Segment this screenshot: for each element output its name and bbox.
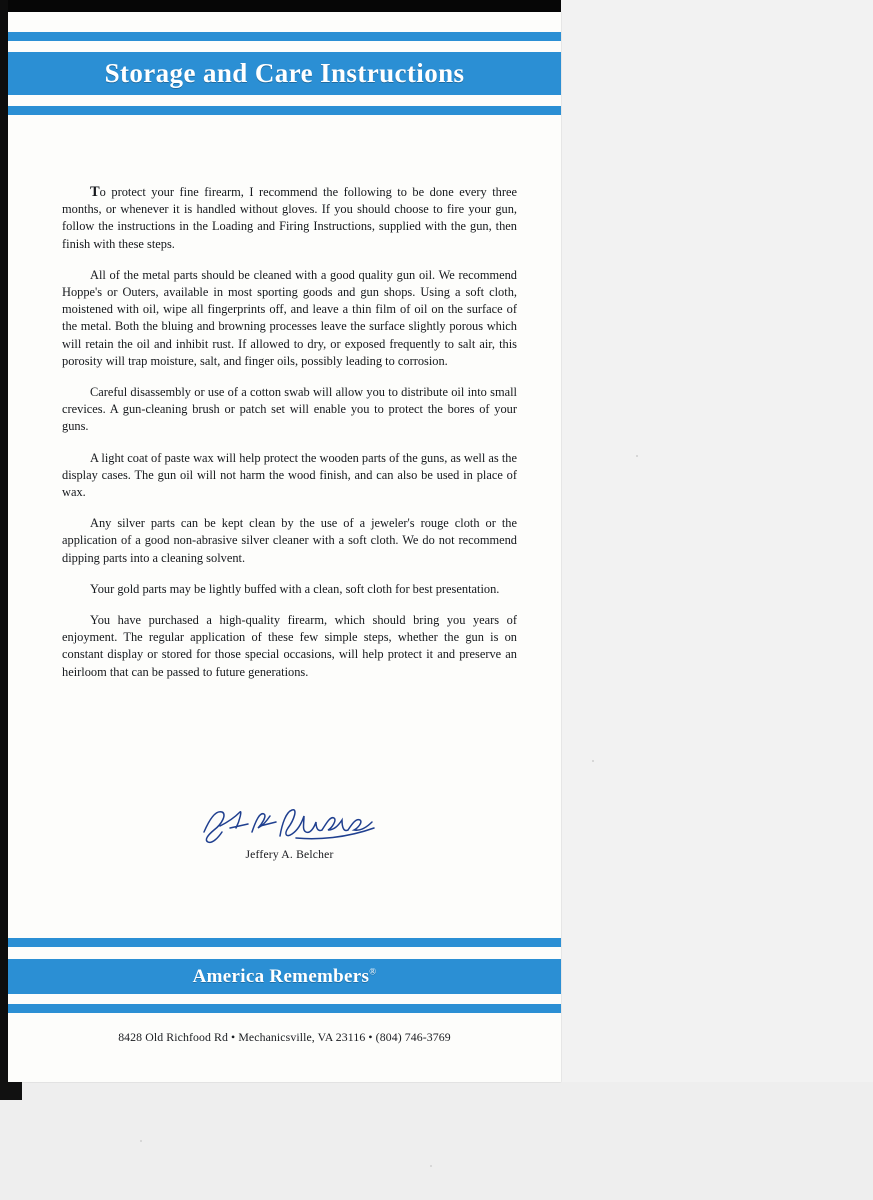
paragraph-4: A light coat of paste wax will help protect the wooden parts of the guns, as well as the display cases. The gun oil will not harm the wood finish, and can also be used in place of wax.: [62, 450, 517, 500]
footer-accent-band-lower: [8, 1004, 561, 1013]
company-name: [193, 966, 377, 988]
document-page: [8, 12, 561, 1082]
scanner-lid-right: [561, 0, 873, 1200]
paragraph-1-text: o protect your fine firearm, I recommend the following to be done every three months, or whenever it is handled without gloves. If you should choose to fire your gun, follow the instructions in the Loading and Firing Instructions, supplied with the gun, then finish with these steps.: [62, 185, 517, 251]
scan-speck: [592, 760, 594, 762]
registered-trademark-icon: ®: [369, 966, 377, 977]
top-accent-band-upper: [8, 32, 561, 41]
title-banner: [8, 52, 561, 95]
page-title: Storage and Care Instructions: [104, 58, 465, 88]
scanner-lid-bottom: [0, 1082, 873, 1200]
instructions-body: [62, 184, 517, 695]
top-accent-band-lower: [8, 106, 561, 115]
paragraph-6: Your gold parts may be lightly buffed with a clean, soft cloth for best presentation.: [90, 581, 500, 596]
handwritten-signature-icon: [200, 802, 380, 846]
footer-banner: [8, 959, 561, 994]
paragraph-7: You have purchased a high-quality firearm, which should bring you years of enjoyment. The regular application of these few simple steps, whether the gun is on constant display or stored for those special occasions, will help protect it and preserve an heirloom that can be passed to future generations.: [62, 613, 517, 679]
footer-accent-band-upper: [8, 938, 561, 947]
company-name-text: America Remembers: [192, 965, 370, 987]
paragraph-3: Careful disassembly or use of a cotton swab will allow you to distribute oil into small crevices. A gun-cleaning brush or patch set will enable you to protect the bores of your guns.: [62, 385, 517, 434]
paragraph-2: All of the metal parts should be cleaned with a good quality gun oil. We recommend Hoppe's or Outers, available in most sporting goods and gun shops. Using a soft cloth, moistened with oil, wipe all fingerprints off, and leave a thin film of oil on the surface of the metal. Both the bluing and browning processes leave the surface slightly porous which will retain the oil and inhibit rust. If allowed to dry, or exposed frequently to salt air, this porosity will trap moisture, salt, and finger oils, possibly leading to corrosion.: [62, 267, 517, 368]
scan-speck: [636, 455, 638, 457]
paragraph-5: Any silver parts can be kept clean by the use of a jeweler's rouge cloth or the application of a good non-abrasive silver cleaner with a soft cloth. We do not recommend dipping parts into a cleaning solvent.: [62, 516, 517, 565]
paragraph-1-dropcap: T: [90, 184, 100, 200]
scan-speck: [430, 1165, 432, 1167]
signature-name: Jeffery A. Belcher: [245, 848, 334, 861]
scan-speck: [140, 1140, 142, 1142]
signature-block: [62, 802, 517, 861]
company-address: 8428 Old Richfood Rd • Mechanicsville, VA 23116 • (804) 746-3769: [118, 1030, 451, 1044]
paragraph-1: [62, 184, 517, 253]
scan-left-dark-edge: [0, 0, 8, 1082]
